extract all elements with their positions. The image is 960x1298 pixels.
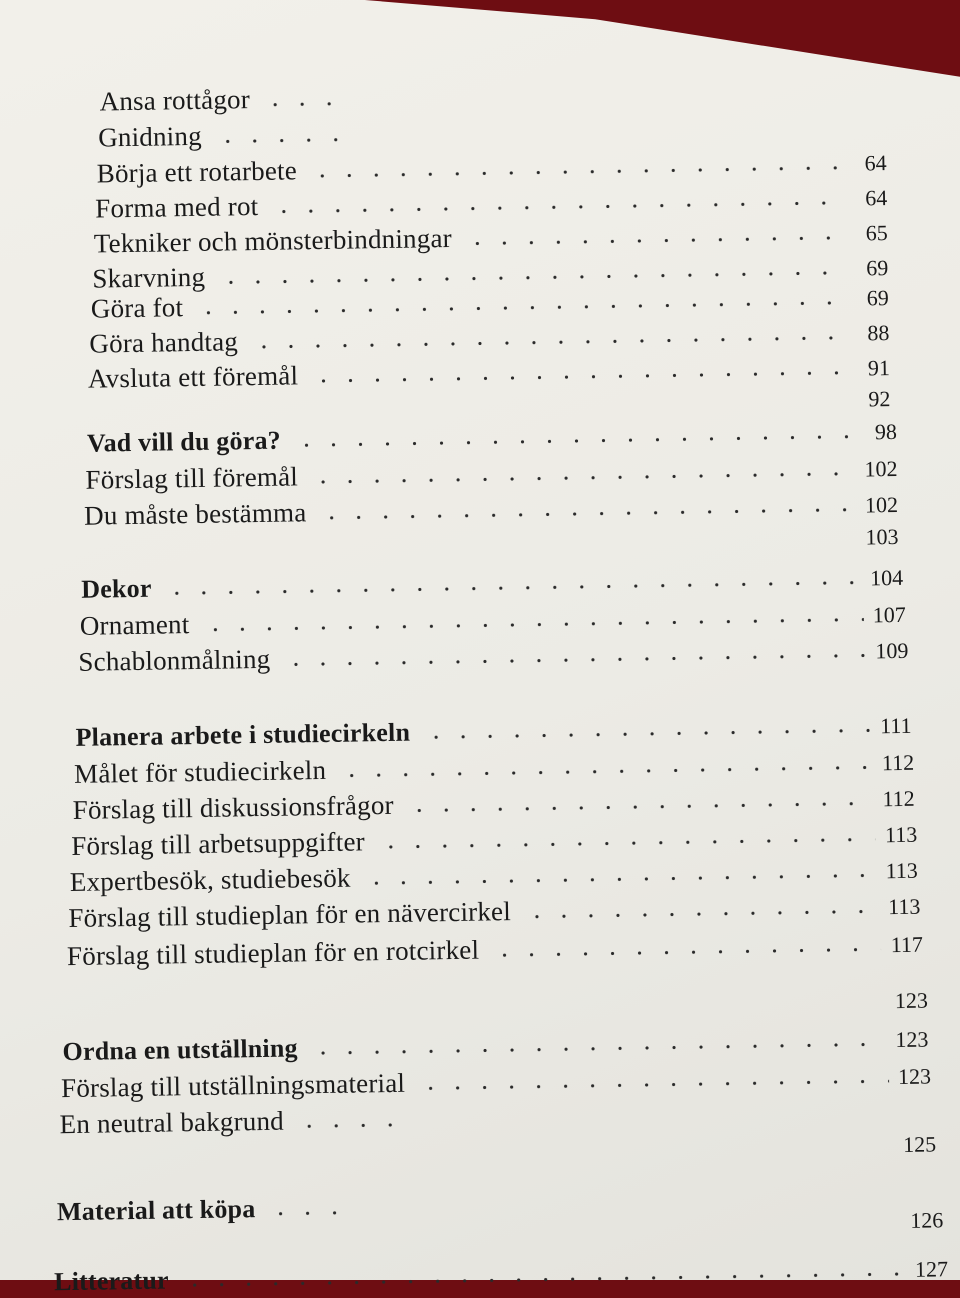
toc-title: Schablonmålning <box>78 643 271 677</box>
toc-title: Gnidning <box>97 120 203 153</box>
toc-page-number: 69 <box>866 285 889 311</box>
toc-title: Skarvning <box>92 261 206 294</box>
toc-title: Börja ett rotarbete <box>96 155 298 189</box>
toc-title: Förslag till utställningsmaterial <box>60 1067 406 1104</box>
toc-title: Expertbesök, studiebesök <box>69 862 351 898</box>
toc-title: Litteratur <box>53 1265 169 1297</box>
toc-page-number: 109 <box>875 637 909 664</box>
dot-leader <box>363 872 876 886</box>
toc-entry <box>78 634 908 678</box>
dot-leader <box>250 335 847 350</box>
toc-page-number: 113 <box>884 821 918 848</box>
toc-page-number: 92 <box>868 386 891 412</box>
toc-title: Förslag till studieplan för en nävercirkel <box>68 896 512 934</box>
toc-page-number: 123 <box>897 1063 932 1090</box>
toc-page-number: 104 <box>869 564 904 591</box>
toc-page-number: 127 <box>914 1256 949 1282</box>
dot-leader <box>310 1041 887 1056</box>
dot-leader <box>282 652 866 667</box>
dot-leader <box>491 946 881 958</box>
toc-page-number: 111 <box>879 712 912 739</box>
toc-entry <box>59 1104 419 1141</box>
toc-page-number: 123 <box>894 987 929 1014</box>
toc-page-number: 102 <box>864 455 898 482</box>
toc-page-number: 64 <box>864 150 887 176</box>
toc-page-number: 88 <box>867 320 890 346</box>
toc-page-number: 103 <box>865 523 899 550</box>
toc-title: Förslag till arbetsuppgifter <box>71 826 366 861</box>
toc-page-number: 123 <box>895 1026 929 1053</box>
toc-page-number: 69 <box>866 255 889 281</box>
toc-entry <box>68 890 920 934</box>
toc-section-heading <box>87 416 897 459</box>
toc-page-number: 98 <box>874 418 898 445</box>
dot-leader <box>214 136 352 144</box>
toc-title: Förslag till diskussionsfrågor <box>72 789 394 825</box>
dot-leader <box>262 101 349 108</box>
toc-title: Göra fot <box>90 292 184 324</box>
toc-entry <box>99 82 354 117</box>
toc-page-number: 113 <box>887 893 921 920</box>
toc-title: Förslag till studieplan för en rotcirkel <box>66 934 480 972</box>
toc-title: Du måste bestämma <box>83 497 307 531</box>
toc-page-number: 126 <box>910 1207 944 1233</box>
toc-title: Tekniker och mönsterbindningar <box>93 222 453 259</box>
toc-page-number: 117 <box>890 931 924 958</box>
toc-title: Avsluta ett föremål <box>87 360 299 394</box>
dot-leader <box>267 1210 351 1217</box>
toc-page-number: 102 <box>864 491 899 518</box>
dot-leader <box>464 235 846 247</box>
dot-leader <box>310 370 848 384</box>
toc-entry <box>84 488 898 532</box>
toc-title: Ornament <box>79 609 190 641</box>
toc-title: Material att köpa <box>56 1194 256 1227</box>
dot-leader <box>270 200 845 215</box>
dot-leader <box>318 507 856 521</box>
dot-leader <box>195 300 847 316</box>
dot-leader <box>201 617 863 633</box>
toc-title: Forma med rot <box>95 190 259 224</box>
toc-title: Göra handtag <box>89 326 239 359</box>
toc-title: Målet för studiecirkeln <box>73 754 327 789</box>
toc-entry <box>67 928 923 972</box>
toc-section-heading <box>54 1253 948 1297</box>
dot-leader <box>338 764 872 778</box>
dot-leader <box>293 434 855 449</box>
toc-section-heading <box>75 710 911 753</box>
dot-leader <box>406 800 873 813</box>
dot-leader <box>309 165 845 179</box>
toc-page-number: 112 <box>882 785 915 812</box>
toc-entry <box>98 118 358 153</box>
toc-title: Ansa rottågor <box>99 84 251 117</box>
toc-section-heading <box>81 562 903 605</box>
toc-page-number: 64 <box>865 185 888 211</box>
toc-entry <box>61 1060 931 1105</box>
toc-title: Förslag till föremål <box>85 461 299 495</box>
toc-section-heading <box>57 1193 357 1228</box>
toc-title: Dekor <box>81 573 152 604</box>
toc-title: En neutral bakgrund <box>59 1105 285 1140</box>
toc-title: Ordna en utställning <box>62 1033 298 1067</box>
toc-page-number: 113 <box>885 857 918 884</box>
toc-page-number: 125 <box>902 1131 937 1157</box>
toc-title: Vad vill du göra? <box>86 425 282 458</box>
dot-leader <box>310 471 856 486</box>
dot-leader <box>164 580 862 597</box>
dot-leader <box>523 908 879 920</box>
toc-page-number: 112 <box>881 749 915 776</box>
dot-leader <box>417 1078 889 1091</box>
dot-leader <box>422 727 869 740</box>
dot-leader <box>377 836 875 850</box>
toc-title: Planera arbete i studiecirkeln <box>75 717 411 752</box>
dot-leader <box>296 1122 414 1130</box>
toc-page-number: 91 <box>867 355 891 381</box>
toc-page-number: 65 <box>865 220 888 246</box>
toc-page-number: 107 <box>872 601 906 628</box>
